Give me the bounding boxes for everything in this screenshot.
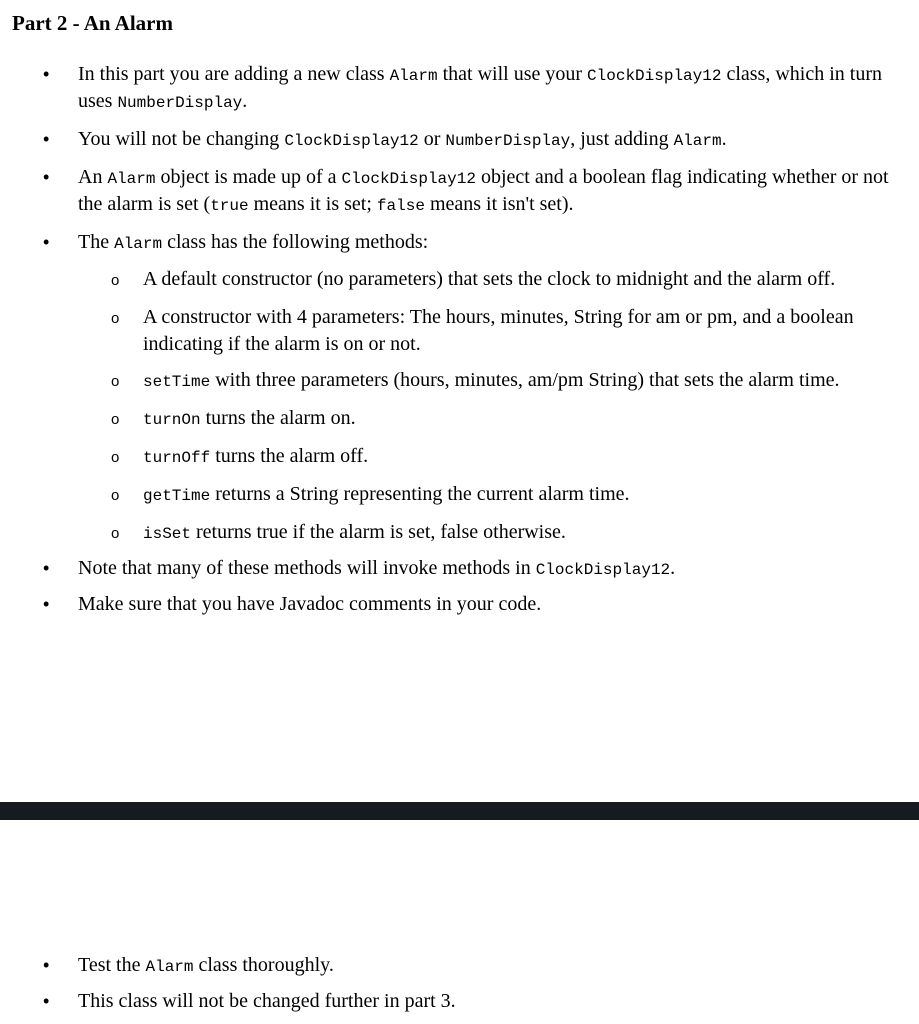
bullet-no-further-change: • This class will not be changed further in part 3. <box>0 989 919 1014</box>
bullet-new-class: • In this part you are adding a new class Alarm that will use your ClockDisplay12 class, which in turn uses NumberDisplay. <box>0 62 919 116</box>
code-true: true <box>210 197 249 215</box>
bullet-javadoc: • Make sure that you have Javadoc comments in your code. <box>0 592 919 617</box>
code-alarm: Alarm <box>673 132 722 150</box>
bullet-alarm-object: • An Alarm object is made up of a ClockDisplay12 object and a boolean flag indicating whether or not the alarm is set (true means it is set; false means it isn't set). <box>0 165 919 219</box>
method-code: turnOn <box>143 411 201 429</box>
instruction-list <box>0 62 919 617</box>
code-alarm: Alarm <box>107 170 156 188</box>
code-numberdisplay: NumberDisplay <box>117 94 243 112</box>
method-turnon: o turnOn turns the alarm on. <box>78 406 889 433</box>
method-list <box>78 267 889 547</box>
code-alarm: Alarm <box>145 958 194 976</box>
method-code: getTime <box>143 487 211 505</box>
method-isset: o isSet returns true if the alarm is set, false otherwise. <box>78 520 889 547</box>
code-clockdisplay12: ClockDisplay12 <box>535 561 671 579</box>
code-clockdisplay12: ClockDisplay12 <box>587 67 722 85</box>
method-code: isSet <box>143 525 192 543</box>
method-turnoff: o turnOff turns the alarm off. <box>78 444 889 471</box>
method-code: turnOff <box>143 449 211 467</box>
page-title: Part 2 - An Alarm <box>12 11 173 35</box>
code-alarm: Alarm <box>389 67 438 85</box>
bullet-test-alarm: • Test the Alarm class thoroughly. <box>0 953 919 980</box>
method-code: setTime <box>143 373 211 391</box>
code-numberdisplay: NumberDisplay <box>445 132 571 150</box>
bullet-not-changing: • You will not be changing ClockDisplay12 or NumberDisplay, just adding Alarm. <box>0 127 919 154</box>
code-clockdisplay12: ClockDisplay12 <box>341 170 476 188</box>
bottom-instruction-list <box>0 953 919 1014</box>
method-settime: o setTime with three parameters (hours, minutes, am/pm String) that sets the alarm time. <box>78 368 889 395</box>
method-default-constructor: o A default constructor (no parameters) that sets the clock to midnight and the alarm off. <box>78 267 889 294</box>
method-gettime: o getTime returns a String representing the current alarm time. <box>78 482 889 509</box>
section-divider <box>0 802 919 820</box>
bullet-methods: • The Alarm class has the following methods: o A default constructor (no parameters) that sets the clock to midnight and the alarm off. o A constructor with 4 parameters: The hours, minutes, String for am or pm, and a boolean indicating if the alarm is on or not. o setTime with three parameters (hours, minutes, am/pm String) that sets the alarm time. o turnOn turns the alarm on. o turnOff turns the alarm off. o getTime returns a String representing the current alarm time. o isSet returns true if the alarm is set, false otherwise. <box>0 230 919 547</box>
bullet-invoke-methods: • Note that many of these methods will invoke methods in ClockDisplay12. <box>0 556 919 583</box>
code-false: false <box>376 197 425 215</box>
code-clockdisplay12: ClockDisplay12 <box>284 132 419 150</box>
method-four-param-constructor: o A constructor with 4 parameters: The hours, minutes, String for am or pm, and a boolean indicating if the alarm is on or not. <box>78 305 889 357</box>
code-alarm: Alarm <box>114 235 163 253</box>
